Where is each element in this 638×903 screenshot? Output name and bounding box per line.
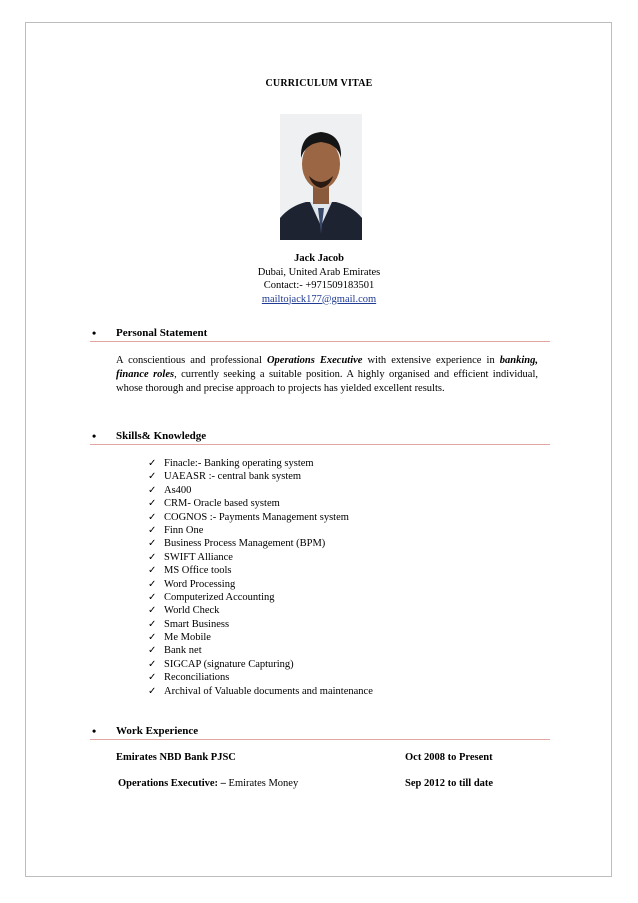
skills-section xyxy=(90,430,550,698)
checkmark-icon: ✓ xyxy=(148,605,157,617)
personal-statement-section xyxy=(90,327,550,396)
skills-list xyxy=(148,457,550,698)
list-item: ✓ As400 xyxy=(148,484,192,496)
checkmark-icon: ✓ xyxy=(148,591,157,603)
role-dates: Sep 2012 to till date xyxy=(405,778,494,789)
checkmark-icon: ✓ xyxy=(148,498,157,510)
list-item: ✓ Smart Business xyxy=(148,618,230,630)
list-item: ✓ Business Process Management (BPM) xyxy=(148,538,326,550)
employer-dates: Oct 2008 to Present xyxy=(405,752,493,763)
bullet-icon: • xyxy=(92,429,97,443)
list-item: ✓ World Check xyxy=(148,605,220,617)
list-item: ✓ CRM- Oracle based system xyxy=(148,498,280,510)
job-role: Operations Executive: – Emirates Money xyxy=(118,778,299,789)
candidate-name: Jack Jacob xyxy=(294,253,344,264)
checkmark-icon: ✓ xyxy=(148,658,157,670)
checkmark-icon: ✓ xyxy=(148,632,157,644)
document-title: CURRICULUM VITAE xyxy=(265,78,373,89)
profile-photo xyxy=(280,114,362,240)
list-item: ✓ Archival of Valuable documents and maintenance xyxy=(148,685,373,697)
list-item: ✓ Computerized Accounting xyxy=(148,591,275,603)
list-item: ✓ SIGCAP (signature Capturing) xyxy=(148,658,294,670)
checkmark-icon: ✓ xyxy=(148,618,157,630)
checkmark-icon: ✓ xyxy=(148,471,157,483)
candidate-location: Dubai, United Arab Emirates xyxy=(257,266,381,278)
list-item: ✓ UAEASR :- central bank system xyxy=(148,471,302,483)
list-item: ✓ Word Processing xyxy=(148,578,236,590)
bullet-icon: • xyxy=(92,724,97,738)
checkmark-icon: ✓ xyxy=(148,524,157,536)
work-experience-section xyxy=(90,725,550,740)
list-item: ✓ Finn One xyxy=(148,524,204,536)
list-item: ✓ Bank net xyxy=(148,645,202,657)
email-link[interactable]: mailtojack177@gmail.com xyxy=(261,293,377,305)
candidate-phone: Contact:- +971509183501 xyxy=(263,280,375,291)
bullet-icon: • xyxy=(92,326,97,340)
list-item: ✓ SWIFT Alliance xyxy=(148,551,233,563)
personal-statement-text: A conscientious and professional Operations Executive with extensive experience in banking, finance roles, currently seeking a suitable position. A highly organised and efficient individual, whose thorough and precise approach to projects has yielded excellent results. xyxy=(116,355,538,394)
checkmark-icon: ✓ xyxy=(148,484,157,496)
checkmark-icon: ✓ xyxy=(148,538,157,550)
checkmark-icon: ✓ xyxy=(148,551,157,563)
checkmark-icon: ✓ xyxy=(148,645,157,657)
person-portrait-icon xyxy=(280,114,362,240)
checkmark-icon: ✓ xyxy=(148,458,157,469)
skills-heading: • Skills& Knowledge xyxy=(90,430,550,445)
checkmark-icon: ✓ xyxy=(148,511,157,523)
contact-block xyxy=(0,252,638,306)
list-item: ✓ Me Mobile xyxy=(148,632,211,644)
checkmark-icon: ✓ xyxy=(148,578,157,590)
employer-name: Emirates NBD Bank PJSC xyxy=(116,752,236,763)
checkmark-icon: ✓ xyxy=(148,685,157,697)
list-item: ✓ MS Office tools xyxy=(148,565,232,577)
list-item: ✓ Finacle:- Banking operating system xyxy=(148,458,314,469)
list-item: ✓ COGNOS :- Payments Management system xyxy=(148,511,349,523)
work-experience-heading: • Work Experience xyxy=(90,725,550,740)
checkmark-icon: ✓ xyxy=(148,672,157,684)
personal-statement-heading: • Personal Statement xyxy=(90,327,550,342)
list-item: ✓ Reconciliations xyxy=(148,672,230,684)
checkmark-icon: ✓ xyxy=(148,565,157,577)
